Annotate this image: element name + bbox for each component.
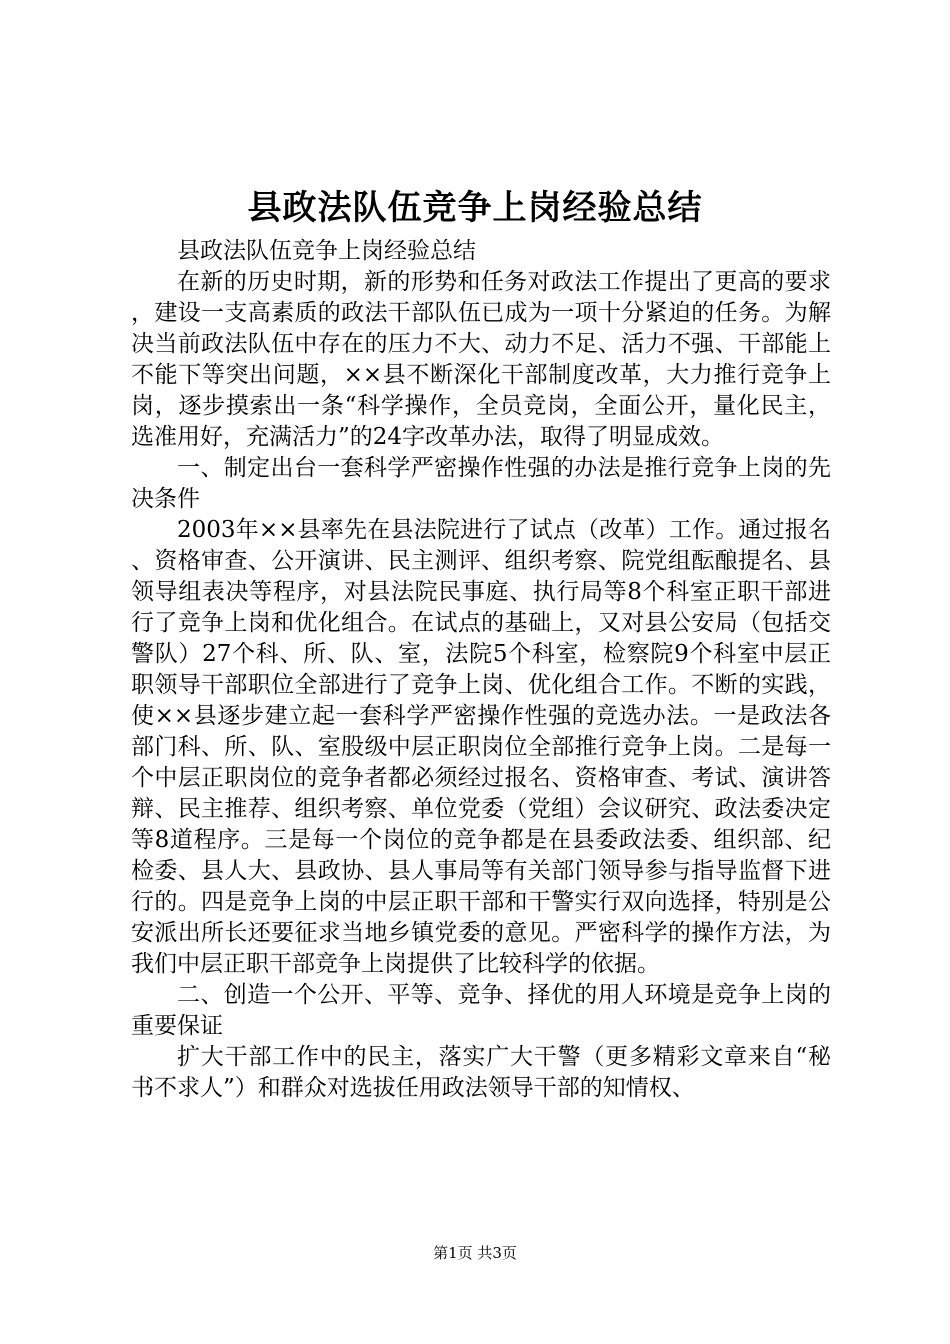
document-body xyxy=(131,236,831,1104)
paragraph-section-1: 2003年××县率先在县法院进行了试点（改革）工作。通过报名、资格审查、公开演讲、民主测评、组织考察、院党组酝酿提名、县领导组表决等程序，对县法院民事庭、执行局等8个科室正职干部进行了竞争上岗和优化组合。在试点的基础上，又对县公安局（包括交警队）27个科、所、队、室，法院5个科室，检察院9个科室中层正职领导干部职位全部进行了竞争上岗、优化组合工作。不断的实践，使××县逐步建立起一套科学严密操作性强的竞选办法。一是政法各部门科、所、队、室股级中层正职岗位全部推行竞争上岗。二是每一个中层正职岗位的竞争者都必须经过报名、资格审查、考试、演讲答辩、民主推荐、组织考察、单位党委（党组）会议研究、政法委决定等8道程序。三是每一个岗位的竞争都是在县委政法委、组织部、纪检委、县人大、县政协、县人事局等有关部门领导参与指导监督下进行的。四是竞争上岗的中层正职干部和干警实行双向选择，特别是公安派出所长还要征求当地乡镇党委的意见。严密科学的操作方法，为我们中层正职干部竞争上岗提供了比较科学的依据。 xyxy=(131,517,831,977)
page-footer: 第1页 共3页 xyxy=(433,1244,517,1262)
document-title: 县政法队伍竞争上岗经验总结 xyxy=(247,188,703,228)
section-heading-1: 一、制定出台一套科学严密操作性强的办法是推行竞争上岗的先决条件 xyxy=(131,455,831,512)
paragraph-subtitle: 县政法队伍竞争上岗经验总结 xyxy=(177,238,476,264)
paragraph-section-2: 扩大干部工作中的民主，落实广大干警（更多精彩文章来自“秘书不求人”）和群众对选拔任用政法领导干部的知情权、 xyxy=(131,1044,831,1101)
paragraph-intro: 在新的历史时期，新的形势和任务对政法工作提出了更高的要求，建设一支高素质的政法干部队伍已成为一项十分紧迫的任务。为解决当前政法队伍中存在的压力不大、动力不足、活力不强、干部能上不能下等突出问题，××县不断深化干部制度改革，大力推行竞争上岗，逐步摸索出一条“科学操作，全员竞岗，全面公开，量化民主，选准用好，充满活力”的24字改革办法，取得了明显成效。 xyxy=(131,269,831,450)
section-heading-2: 二、创造一个公开、平等、竞争、择优的用人环境是竞争上岗的重要保证 xyxy=(131,982,831,1039)
